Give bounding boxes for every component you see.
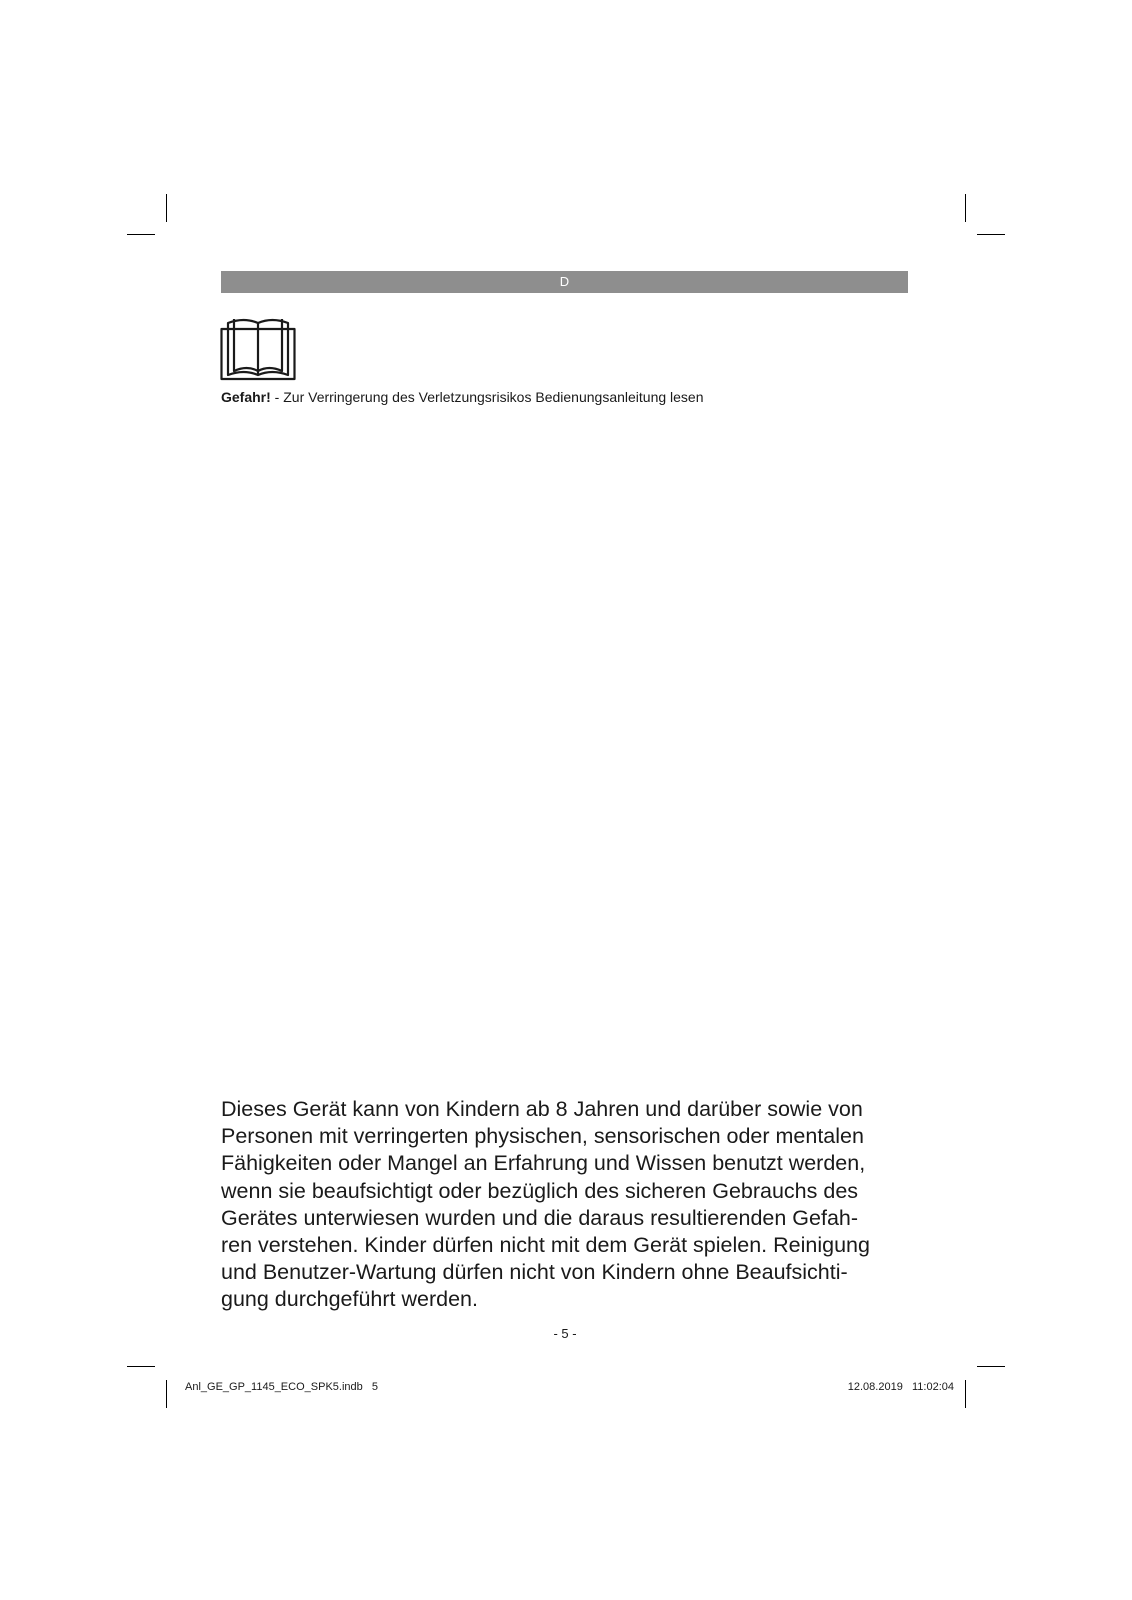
warning-message: - Zur Verringerung des Verletzungsrisikos Bedienungsanleitung lesen <box>270 389 704 405</box>
crop-mark-top-right-vertical <box>965 194 966 222</box>
crop-mark-bottom-right-horizontal <box>977 1366 1005 1367</box>
warning-label: Gefahr! <box>221 389 271 405</box>
footer-file-name <box>185 1381 378 1393</box>
book-icon <box>220 315 296 381</box>
crop-mark-bottom-left-horizontal <box>127 1366 155 1367</box>
safety-paragraph <box>221 1096 911 1314</box>
crop-mark-top-left-vertical <box>166 194 167 222</box>
language-label: D <box>559 274 570 289</box>
warning-text <box>221 388 921 406</box>
crop-mark-top-left-horizontal <box>127 234 155 235</box>
paragraph-line: Dieses Gerät kann von Kindern ab 8 Jahren und darüber sowie von <box>221 1097 863 1121</box>
paragraph-line: wenn sie beaufsichtigt oder bezüglich des sicheren Gebrauchs des <box>221 1178 859 1203</box>
paragraph-line: Gerätes unterwiesen wurden und die daraus resultierenden Gefah- <box>221 1205 859 1230</box>
language-bar <box>221 271 908 293</box>
paragraph-line: und Benutzer-Wartung dürfen nicht von Kindern ohne Beaufsichti- <box>221 1260 848 1285</box>
paragraph-line: Personen mit verringerten physischen, sensorischen oder mentalen <box>221 1124 864 1149</box>
crop-mark-top-right-horizontal <box>977 234 1005 235</box>
paragraph-line: gung durchgeführt werden. <box>221 1287 478 1312</box>
page-number: - 5 - <box>553 1326 577 1341</box>
footer-date <box>848 1381 954 1393</box>
footer-date-text: 12.08.2019 11:02:04 <box>847 1381 954 1393</box>
paragraph-line: Fähigkeiten oder Mangel an Erfahrung und Wissen benutzt werden, <box>221 1151 866 1176</box>
crop-mark-bottom-right-vertical <box>965 1380 966 1408</box>
footer-file-text: Anl_GE_GP_1145_ECO_SPK5.indb 5 <box>185 1381 379 1393</box>
crop-mark-bottom-left-vertical <box>166 1380 167 1408</box>
paragraph-line: ren verstehen. Kinder dürfen nicht mit dem Gerät spielen. Reinigung <box>221 1233 870 1258</box>
